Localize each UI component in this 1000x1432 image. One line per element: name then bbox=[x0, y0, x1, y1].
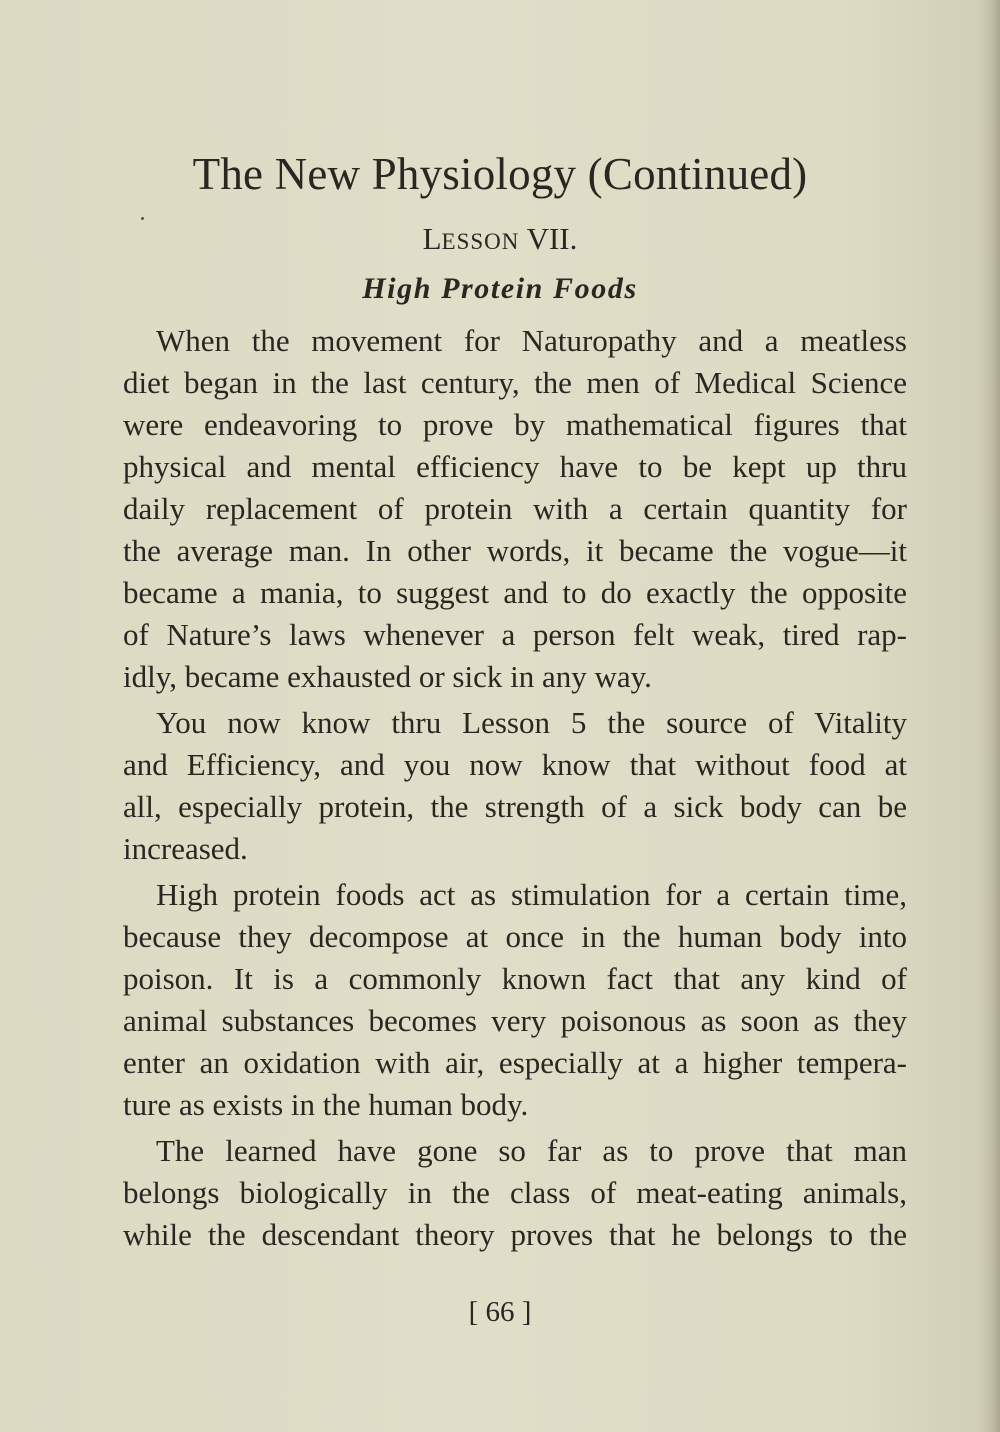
text-line: When the movement for Naturopathy and a meatless bbox=[156, 323, 907, 358]
section-subtitle: High Protein Foods bbox=[362, 272, 638, 305]
text-line: The learned have gone so far as to prove that man bbox=[156, 1133, 907, 1168]
text-line: while the descendant theory proves that he belongs to the bbox=[123, 1217, 907, 1252]
lesson-initial: L bbox=[422, 221, 442, 256]
text-line: because they decompose at once in the human body into bbox=[123, 919, 907, 954]
paragraph bbox=[123, 1130, 907, 1256]
text-line: animal substances becomes very poisonous as soon as they bbox=[123, 1003, 907, 1038]
text-line: the average man. In other words, it became the vogue—it bbox=[123, 533, 907, 568]
text-line: all, especially protein, the strength of a sick body can be bbox=[123, 789, 907, 824]
text-line: You now know thru Lesson 5 the source of Vitality bbox=[156, 705, 907, 740]
text-line: ture as exists in the human body. bbox=[123, 1087, 529, 1122]
text-line: of Nature’s laws whenever a person felt weak, tired rap- bbox=[123, 617, 907, 652]
text-line: enter an oxidation with air, especially at a higher tempera- bbox=[123, 1045, 907, 1080]
paragraph bbox=[123, 874, 907, 1126]
text-line: belongs biologically in the class of meat-eating animals, bbox=[123, 1175, 907, 1210]
text-line: and Efficiency, and you now know that without food at bbox=[123, 747, 907, 782]
lesson-number: VII. bbox=[519, 221, 578, 256]
lesson-heading bbox=[0, 220, 1000, 261]
paragraph bbox=[123, 702, 907, 870]
text-line: daily replacement of protein with a certain quantity for bbox=[123, 491, 907, 526]
chapter-title: The New Physiology (Continued) bbox=[192, 149, 808, 199]
paragraph bbox=[123, 320, 907, 698]
text-line: were endeavoring to prove by mathematical figures that bbox=[123, 407, 907, 442]
text-line: physical and mental efficiency have to be kept up thru bbox=[123, 449, 907, 484]
page-number: [ 66 ] bbox=[468, 1296, 532, 1328]
body-text bbox=[123, 320, 907, 1260]
text-line: became a mania, to suggest and to do exactly the opposite bbox=[123, 575, 907, 610]
text-line: increased. bbox=[123, 831, 248, 866]
text-line: poison. It is a commonly known fact that any kind of bbox=[123, 961, 907, 996]
text-line: idly, became exhausted or sick in any way. bbox=[123, 659, 652, 694]
lesson-word: ESSON bbox=[441, 229, 520, 254]
page-edge-shadow bbox=[978, 0, 1000, 1432]
text-line: High protein foods act as stimulation for a certain time, bbox=[156, 877, 907, 912]
text-line: diet began in the last century, the men of Medical Science bbox=[123, 365, 907, 400]
